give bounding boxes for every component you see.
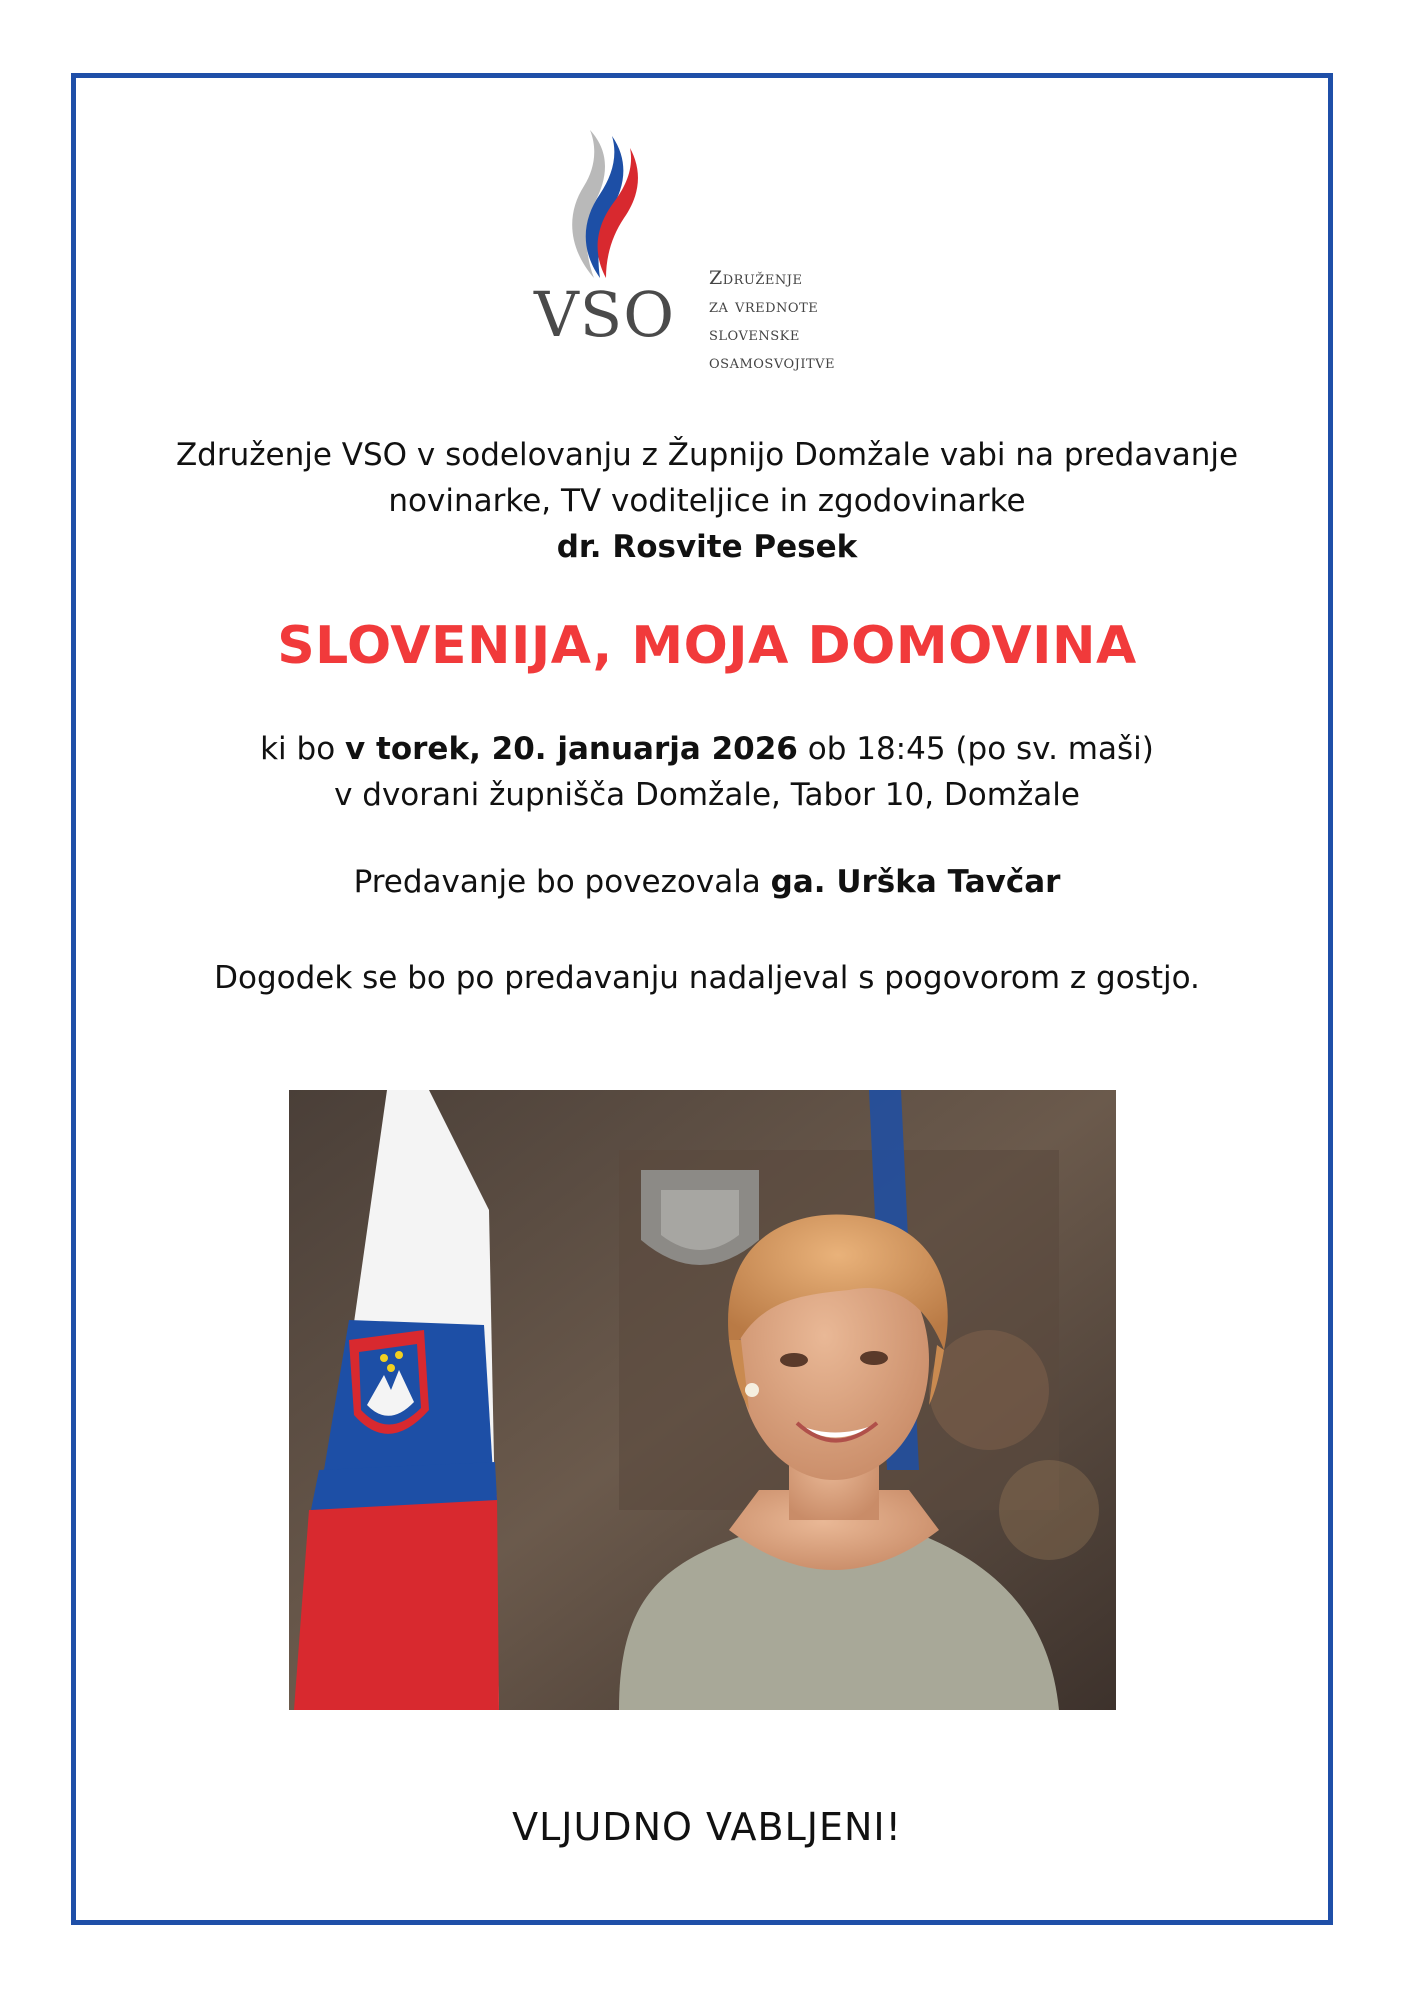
speaker-portrait-icon [289,1090,1116,1710]
event-date: v torek, 20. januarja 2026 [345,731,798,767]
event-title: SLOVENIJA, MOJA DOMOVINA [277,616,1137,676]
intro-text [0,432,1414,570]
intro-line-1: Združenje VSO v sodelovanju z Župnijo Domžale vabi na predavanje [175,437,1239,473]
speaker-photo [289,1090,1116,1710]
logo-acronym: VSO [534,278,676,351]
intro-line-2: novinarke, TV voditeljice in zgodovinarke [388,483,1026,519]
logo-full-name [709,264,909,376]
logo-name-line: osamosvojitve [709,351,836,373]
logo-name-line: za vrednote [709,295,819,317]
host-prefix: Predavanje bo povezovala [353,864,771,900]
vso-logo [512,128,898,390]
event-details [0,726,1414,818]
event-datetime [0,726,1414,772]
flame-logo-icon [560,128,640,280]
event-note: Dogodek se bo po predavanju nadaljeval s pogovorom z gostjo. [214,960,1200,996]
closing-text: VLJUDNO VABLJENI! [512,1805,902,1849]
host-name: ga. Urška Tavčar [770,864,1061,900]
event-time: ob 18:45 (po sv. maši) [797,731,1154,767]
logo-name-line: Združenje [709,267,803,289]
event-location: v dvorani župnišča Domžale, Tabor 10, Domžale [334,777,1080,813]
host-line [0,864,1414,900]
when-prefix: ki bo [260,731,346,767]
speaker-name: dr. Rosvite Pesek [556,529,858,565]
logo-name-line: slovenske [709,323,800,345]
